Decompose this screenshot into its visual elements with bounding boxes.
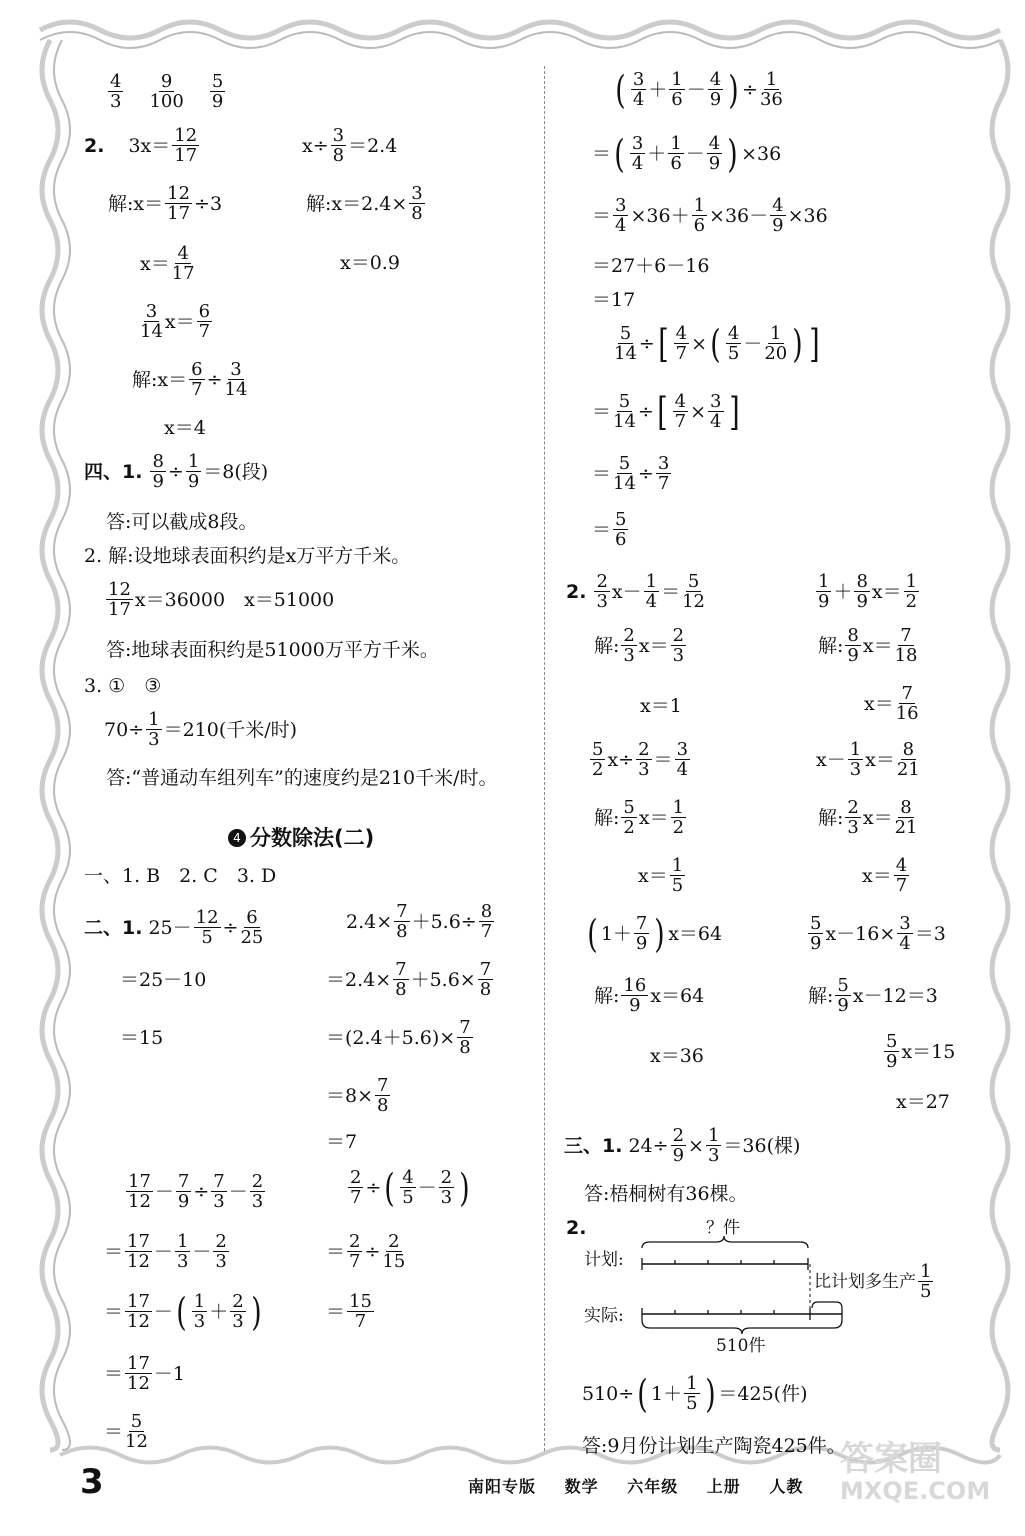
- r-q2-b-step1: 解: $\frac{8}{9}$ x＝ $\frac{7}{18}$: [818, 625, 918, 667]
- s2-e1-step2: ＝15: [120, 1027, 164, 1049]
- section-heading: [228, 826, 374, 850]
- s2-e2-step2: ＝(2.4＋5.6)× $\frac{7}{8}$: [326, 1017, 471, 1059]
- diagram-plan-label: 计划:: [584, 1250, 624, 1270]
- r-expr1-step1: ＝ ( $\frac{3}{4}$ ＋ $\frac{1}{6}$ － $\frac{4}{9}$ ) ×36: [592, 131, 782, 176]
- r-expr2-step1: ＝ $\frac{5}{14}$ ÷ [ $\frac{4}{7}$ × $\frac{3}{4}$ ]: [592, 389, 740, 434]
- s4-q3: 3. ① ③: [84, 675, 162, 697]
- r-q2-f-result: x＝27: [896, 1091, 950, 1113]
- r-q2-f-step1: 解: $\frac{5}{9}$ x－12＝3: [808, 975, 938, 1017]
- r-expr1-step4: ＝17: [592, 289, 636, 311]
- s4-q3-answer: 答:“普通动车组列车”的速度约是210千米/时。: [106, 767, 498, 789]
- r-q2-e-step1: 解: $\frac{16}{9}$ x＝64: [594, 975, 705, 1017]
- eq-b-step1: 解:x＝2.4× $\frac{3}{8}$: [306, 183, 423, 225]
- s2-e4: $\frac{2}{7}$ ÷ ( $\frac{4}{5}$ － $\frac{2}{3}$ ): [350, 1165, 470, 1210]
- r-q2-d-result: x＝ $\frac{4}{7}$: [862, 855, 908, 897]
- eq-a: 2. 3x＝ $\frac{12}{17}$: [84, 125, 198, 167]
- r-q2-a-step1: 解: $\frac{2}{3}$ x＝ $\frac{2}{3}$: [594, 625, 685, 667]
- r-s3-q1-answer: 答:梧桐树有36棵。: [584, 1183, 748, 1205]
- eq-a-result: x＝ $\frac{4}{17}$: [140, 243, 195, 285]
- s2-e2-step3: ＝8× $\frac{7}{8}$: [326, 1075, 389, 1117]
- r-expr1-step3: ＝27＋6－16: [592, 255, 710, 277]
- s4-q2: 2. 解:设地球表面积约是x万平方千米。: [84, 545, 411, 567]
- r-expr1-step2: ＝ $\frac{3}{4}$ ×36＋ $\frac{1}{6}$ ×36－ $\frac{4}{9}$ ×36: [592, 195, 828, 237]
- r-q2-a-result: x＝1: [640, 695, 682, 717]
- r-q2-c-step1: 解: $\frac{5}{2}$ x＝ $\frac{1}{2}$: [594, 797, 685, 839]
- s4-q2-answer: 答:地球表面积约是51000万平方千米。: [106, 639, 439, 661]
- eq-b: x÷ $\frac{3}{8}$ ＝2.4: [302, 125, 398, 167]
- eq-c-step1: 解:x＝ $\frac{6}{7}$ ÷ $\frac{3}{14}$: [132, 359, 248, 401]
- s4-q3-eq: 70÷ $\frac{1}{3}$ ＝210(千米/时): [104, 709, 298, 751]
- r-s3-q2-answer: 答:9月份计划生产陶瓷425件。: [582, 1435, 846, 1457]
- r-s3-q1: 三、1. 24÷ $\frac{2}{9}$ × $\frac{1}{3}$ ＝36(棵): [564, 1125, 801, 1167]
- footer-term: 上册: [706, 1477, 741, 1496]
- s2-e3-step2: ＝ $\frac{17}{12}$ － ( $\frac{1}{3}$ ＋ $\frac{2}{3}$ ): [104, 1289, 262, 1334]
- r-q2-e-result: x＝36: [650, 1045, 704, 1067]
- s2-e2-step1: ＝2.4× $\frac{7}{8}$ ＋5.6× $\frac{7}{8}$: [326, 959, 492, 1001]
- section-number-badge: 4: [228, 829, 246, 847]
- eq-a-step1: 解:x＝ $\frac{12}{17}$ ÷3: [108, 183, 223, 225]
- r-q2-e: ( 1＋ $\frac{7}{9}$ ) x＝64: [587, 911, 723, 956]
- r-q2-d: x－ $\frac{1}{3}$ x＝ $\frac{8}{21}$: [816, 739, 920, 781]
- diagram-total-label: 510件: [716, 1336, 766, 1356]
- r-q2-c-result: x＝ $\frac{1}{5}$: [638, 855, 684, 897]
- r-q2-b-result: x＝ $\frac{7}{16}$: [864, 683, 919, 725]
- s4-q1: 四、1. $\frac{8}{9}$ ÷ $\frac{1}{9}$ ＝8(段): [84, 451, 269, 493]
- s2-e2: 2.4× $\frac{7}{8}$ ＋5.6÷ $\frac{8}{7}$: [346, 901, 493, 943]
- s2-e4-step1: ＝ $\frac{2}{7}$ ÷ $\frac{2}{15}$: [326, 1231, 406, 1273]
- s1-answers: 一、1. B 2. C 3. D: [84, 865, 277, 887]
- r-q2-b: $\frac{1}{9}$ ＋ $\frac{8}{9}$ x＝ $\frac{1}{2}$: [818, 571, 918, 613]
- watermark: 答案圈 MXQE.COM: [840, 1439, 991, 1505]
- r-q2-c: $\frac{5}{2}$ x÷ $\frac{2}{3}$ ＝ $\frac{3}{4}$: [592, 739, 689, 781]
- footer-edition: 南阳专版: [468, 1477, 537, 1496]
- r-s3-q2-calc: 510÷ ( 1＋ $\frac{1}{5}$ ) ＝425(件): [582, 1371, 808, 1416]
- s2-e4-step2: ＝ $\frac{15}{7}$: [326, 1291, 372, 1333]
- diagram-actual-label: 实际:: [584, 1306, 624, 1326]
- s4-q1-answer: 答:可以截成8段。: [106, 511, 258, 533]
- r-q2-f: $\frac{5}{9}$ x－16× $\frac{3}{4}$ ＝3: [810, 913, 946, 955]
- page-number: 3: [80, 1462, 104, 1502]
- s4-q2-eq: $\frac{12}{17}$ x＝36000 x＝51000: [108, 579, 335, 621]
- section-title: 分数除法(二): [250, 826, 375, 850]
- footer-publisher: 人教: [769, 1477, 804, 1496]
- column-divider: [544, 66, 545, 1451]
- s2-e3-step3: ＝ $\frac{17}{12}$ －1: [104, 1353, 186, 1395]
- eq-c-result: x＝4: [164, 417, 206, 439]
- footer-grade: 六年级: [627, 1477, 679, 1496]
- eq-c: $\frac{3}{14}$ x＝ $\frac{6}{7}$: [140, 301, 211, 343]
- r-q2-d-step1: 解: $\frac{2}{3}$ x＝ $\frac{8}{21}$: [818, 797, 918, 839]
- s2-e2-step4: ＝7: [326, 1131, 358, 1153]
- s2-e3-step1: ＝ $\frac{17}{12}$ － $\frac{1}{3}$ － $\frac{2}{3}$: [104, 1231, 227, 1273]
- diagram-question: ？件: [706, 1218, 740, 1238]
- r-s3-q2-label: 2.: [566, 1217, 587, 1239]
- s2-e1-step1: ＝25－10: [120, 969, 207, 991]
- footer-info: [468, 1474, 825, 1497]
- s2-e1: 二、1. 25－ $\frac{12}{5}$ ÷ $\frac{6}{25}$: [84, 907, 264, 949]
- r-q2-f-step2: $\frac{5}{9}$ x＝15: [886, 1031, 956, 1073]
- diagram-more-label: 比计划多生产 $\frac{1}{5}$: [814, 1261, 932, 1303]
- s2-e3: $\frac{17}{12}$ － $\frac{7}{9}$ ÷ $\frac{7}{3}$ － $\frac{2}{3}$: [128, 1171, 264, 1213]
- eq-b-result: x＝0.9: [340, 252, 400, 274]
- r-q2-a: 2. $\frac{2}{3}$ x－ $\frac{1}{4}$ ＝ $\frac{5}{12}$: [566, 571, 705, 613]
- footer-subject: 数学: [564, 1477, 599, 1496]
- r-expr1: ( $\frac{3}{4}$ ＋ $\frac{1}{6}$ － $\frac{4}{9}$ ) ÷ $\frac{1}{36}$: [615, 67, 783, 112]
- r-expr2-step3: ＝ $\frac{5}{6}$: [592, 509, 627, 551]
- r-expr2-step2: ＝ $\frac{5}{14}$ ÷ $\frac{3}{7}$: [592, 453, 670, 495]
- fractions-line: $\frac{4}{3}$ $\frac{9}{100}$ $\frac{5}{9}$: [110, 71, 224, 113]
- r-expr2: $\frac{5}{14}$ ÷ [ $\frac{4}{7}$ × ( $\frac{4}{5}$ － $\frac{1}{20}$ ) ]: [614, 321, 820, 366]
- s2-e3-step4: ＝ $\frac{5}{12}$: [104, 1411, 148, 1453]
